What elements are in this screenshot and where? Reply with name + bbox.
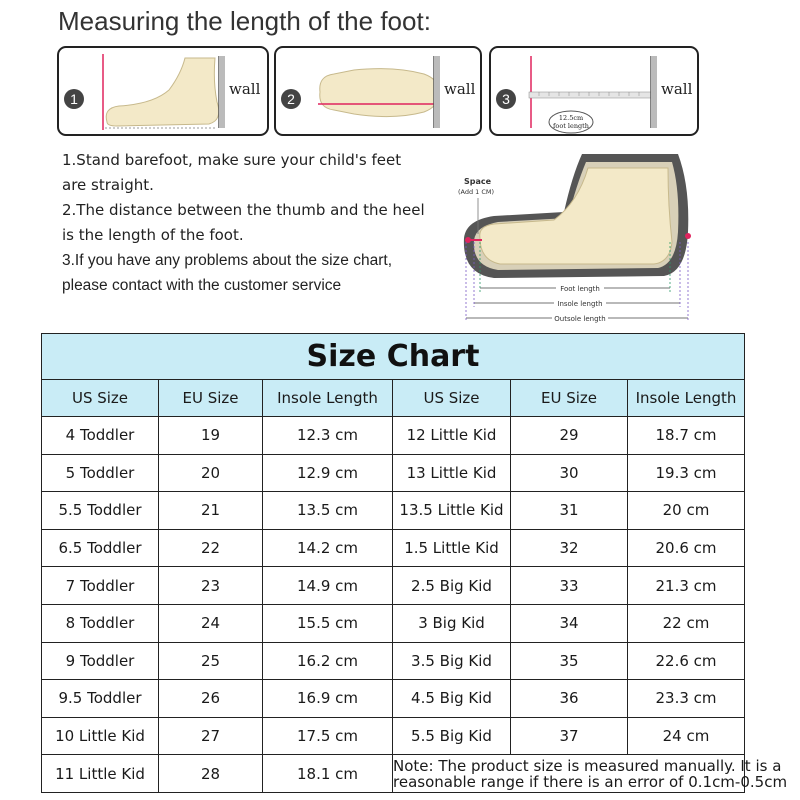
table-cell: 16.2 cm <box>263 642 393 680</box>
step-3-line-1: 3.If you have any problems about the size chart, <box>62 252 392 269</box>
table-cell: 32 <box>511 529 628 567</box>
measure-step-3-panel <box>489 46 699 136</box>
table-cell: 18.1 cm <box>263 755 393 793</box>
table-cell: 23 <box>159 567 263 605</box>
table-cell: 22.6 cm <box>628 642 745 680</box>
size-chart-title: Size Chart <box>42 334 745 380</box>
table-cell: 9.5 Toddler <box>42 680 159 718</box>
table-cell: 5.5 Toddler <box>42 492 159 530</box>
step-number-3: 3 <box>502 91 510 107</box>
table-cell: 14.9 cm <box>263 567 393 605</box>
table-cell: 6.5 Toddler <box>42 529 159 567</box>
measure-step-1-panel <box>57 46 269 136</box>
table-cell: 20 cm <box>628 492 745 530</box>
col-header-insole-length: Insole Length <box>263 380 393 417</box>
col-header-us-size-2: US Size <box>393 380 511 417</box>
table-row <box>42 454 745 492</box>
wall-label-3: wall <box>661 80 693 98</box>
table-cell: 20 <box>159 454 263 492</box>
table-cell: 13.5 Little Kid <box>393 492 511 530</box>
table-cell: 12 Little Kid <box>393 417 511 455</box>
table-cell: 15.5 cm <box>263 604 393 642</box>
page-title: Measuring the length of the foot: <box>58 6 431 36</box>
table-cell: 8 Toddler <box>42 604 159 642</box>
table-cell: 13.5 cm <box>263 492 393 530</box>
table-cell: 20.6 cm <box>628 529 745 567</box>
table-cell: 9 Toddler <box>42 642 159 680</box>
insole-length-label: Insole length <box>557 300 603 308</box>
table-cell: 19 <box>159 417 263 455</box>
table-row <box>42 755 745 793</box>
table-cell: 25 <box>159 642 263 680</box>
table-cell: 27 <box>159 717 263 755</box>
col-header-eu-size-2: EU Size <box>511 380 628 417</box>
table-cell: 1.5 Little Kid <box>393 529 511 567</box>
space-sub-label: (Add 1 CM) <box>458 188 495 196</box>
step-1-line-2: are straight. <box>62 176 154 194</box>
table-cell: 7 Toddler <box>42 567 159 605</box>
measure-caption: foot length <box>553 122 589 130</box>
wall-label-1: wall <box>229 80 261 98</box>
table-row <box>42 567 745 605</box>
table-cell: 22 <box>159 529 263 567</box>
table-cell: 13 Little Kid <box>393 454 511 492</box>
table-cell: 34 <box>511 604 628 642</box>
table-cell: 10 Little Kid <box>42 717 159 755</box>
instructions <box>62 148 452 298</box>
table-row <box>42 642 745 680</box>
table-row <box>42 417 745 455</box>
step-2-line-1: 2.The distance between the thumb and the heel <box>62 201 425 219</box>
table-cell: 28 <box>159 755 263 793</box>
table-cell: 5.5 Big Kid <box>393 717 511 755</box>
table-cell: 33 <box>511 567 628 605</box>
table-cell: 30 <box>511 454 628 492</box>
table-cell: 4.5 Big Kid <box>393 680 511 718</box>
table-cell: 4 Toddler <box>42 417 159 455</box>
table-cell: 24 cm <box>628 717 745 755</box>
table-cell: 36 <box>511 680 628 718</box>
table-cell: 35 <box>511 642 628 680</box>
size-note <box>393 755 788 793</box>
table-cell: 21 <box>159 492 263 530</box>
table-cell: 18.7 cm <box>628 417 745 455</box>
col-header-us-size: US Size <box>42 380 159 417</box>
table-cell: 37 <box>511 717 628 755</box>
table-row <box>42 529 745 567</box>
table-cell: 26 <box>159 680 263 718</box>
size-note-line-1: Note: The product size is measured manually. It is a <box>393 756 782 775</box>
shoe-measurement-diagram <box>454 146 704 326</box>
table-cell: 31 <box>511 492 628 530</box>
table-row <box>42 717 745 755</box>
step-number-1: 1 <box>70 91 78 107</box>
size-note-line-2: reasonable range if there is an error of 0.1cm-0.5cm <box>393 772 788 791</box>
table-cell: 22 cm <box>628 604 745 642</box>
col-header-insole-length-2: Insole Length <box>628 380 745 417</box>
col-header-eu-size: EU Size <box>159 380 263 417</box>
table-cell: 17.5 cm <box>263 717 393 755</box>
step-2-line-2: is the length of the foot. <box>62 226 244 244</box>
table-row <box>42 492 745 530</box>
step-3-line-2: please contact with the customer service <box>62 277 342 294</box>
table-cell: 29 <box>511 417 628 455</box>
table-cell: 24 <box>159 604 263 642</box>
step-number-2: 2 <box>287 91 295 107</box>
table-cell: 12.9 cm <box>263 454 393 492</box>
table-row <box>42 680 745 718</box>
measure-step-2-panel <box>274 46 482 136</box>
table-cell: 14.2 cm <box>263 529 393 567</box>
table-cell: 2.5 Big Kid <box>393 567 511 605</box>
step-1-line-1: 1.Stand barefoot, make sure your child's feet <box>62 151 402 169</box>
foot-length-label: Foot length <box>560 285 600 293</box>
size-chart-table <box>41 333 788 793</box>
table-cell: 3 Big Kid <box>393 604 511 642</box>
wall-label-2: wall <box>444 80 476 98</box>
measure-value: 12.5cm <box>558 114 584 122</box>
space-label: Space <box>464 177 492 186</box>
table-cell: 5 Toddler <box>42 454 159 492</box>
outsole-length-label: Outsole length <box>554 315 606 323</box>
table-cell: 19.3 cm <box>628 454 745 492</box>
table-cell: 12.3 cm <box>263 417 393 455</box>
table-cell: 11 Little Kid <box>42 755 159 793</box>
table-cell: 23.3 cm <box>628 680 745 718</box>
table-cell: 3.5 Big Kid <box>393 642 511 680</box>
table-cell: 16.9 cm <box>263 680 393 718</box>
table-row <box>42 604 745 642</box>
table-cell: 21.3 cm <box>628 567 745 605</box>
